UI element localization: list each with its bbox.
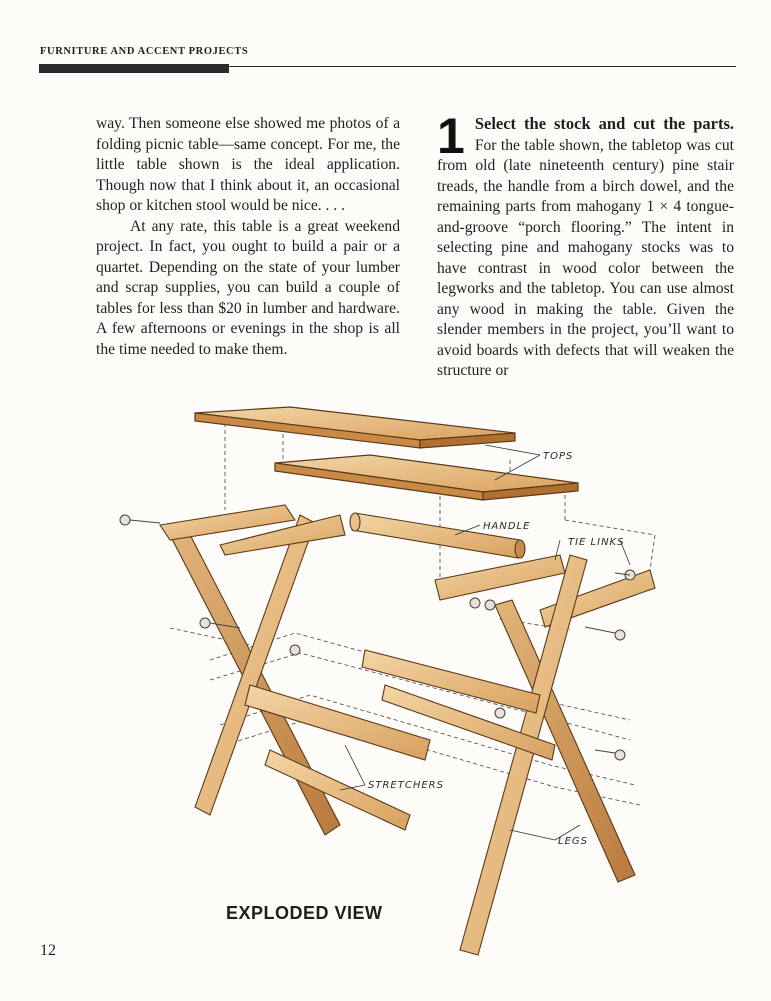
exploded-view-svg bbox=[100, 395, 670, 965]
paragraph-2: At any rate, this table is a great weekend project. In fact, you ought to build a pair or a quartet. Depending on the state of your lumber and scrap supplies, you can build a couple of tables for less than $20 in lumber and hardware. A few afternoons or evenings in the shop is all the time needed to make them. bbox=[96, 217, 400, 358]
running-header: FURNITURE AND ACCENT PROJECTS bbox=[40, 46, 249, 57]
right-column bbox=[437, 108, 734, 382]
label-stretchers: STRETCHERS bbox=[368, 780, 444, 791]
label-handle: HANDLE bbox=[483, 521, 531, 532]
step-title: Select the stock and cut the parts. bbox=[474, 114, 734, 133]
handle-dowel bbox=[350, 513, 525, 558]
step-number: 1 bbox=[437, 108, 465, 164]
header-rule bbox=[229, 66, 736, 67]
page-number: 12 bbox=[40, 942, 56, 959]
exploded-view-drawing bbox=[100, 395, 670, 965]
label-legs: LEGS bbox=[558, 836, 588, 847]
right-leg-assembly bbox=[362, 555, 655, 955]
table-tops bbox=[195, 407, 578, 500]
step-body: For the table shown, the tabletop was cut from old (late nineteenth century) pine stair treads, the handle from a birch dowel, and the remaining parts from mahogany 1 × 4 tongue-and-groove “porch flooring.” The intent in selecting pine and mahogany stocks was to have contrast in wood color between the legworks and the tabletop. You can use almost any wood in making the table. Given the slender members in the project, you’ll want to avoid boards with defects that will weaken the structure or bbox=[437, 136, 734, 379]
label-tops: TOPS bbox=[543, 451, 574, 462]
paragraph-1: way. Then someone else showed me photos of a folding picnic table—same concept. For me, the little table shown is the ideal application. Though now that I think about it, an occasional shop or kitchen stool would be nice. . . . bbox=[96, 115, 400, 214]
header-bar bbox=[39, 64, 229, 73]
label-tie-links: TIE LINKS bbox=[568, 537, 625, 548]
left-column bbox=[96, 114, 400, 360]
figure-caption: EXPLODED VIEW bbox=[226, 903, 383, 923]
